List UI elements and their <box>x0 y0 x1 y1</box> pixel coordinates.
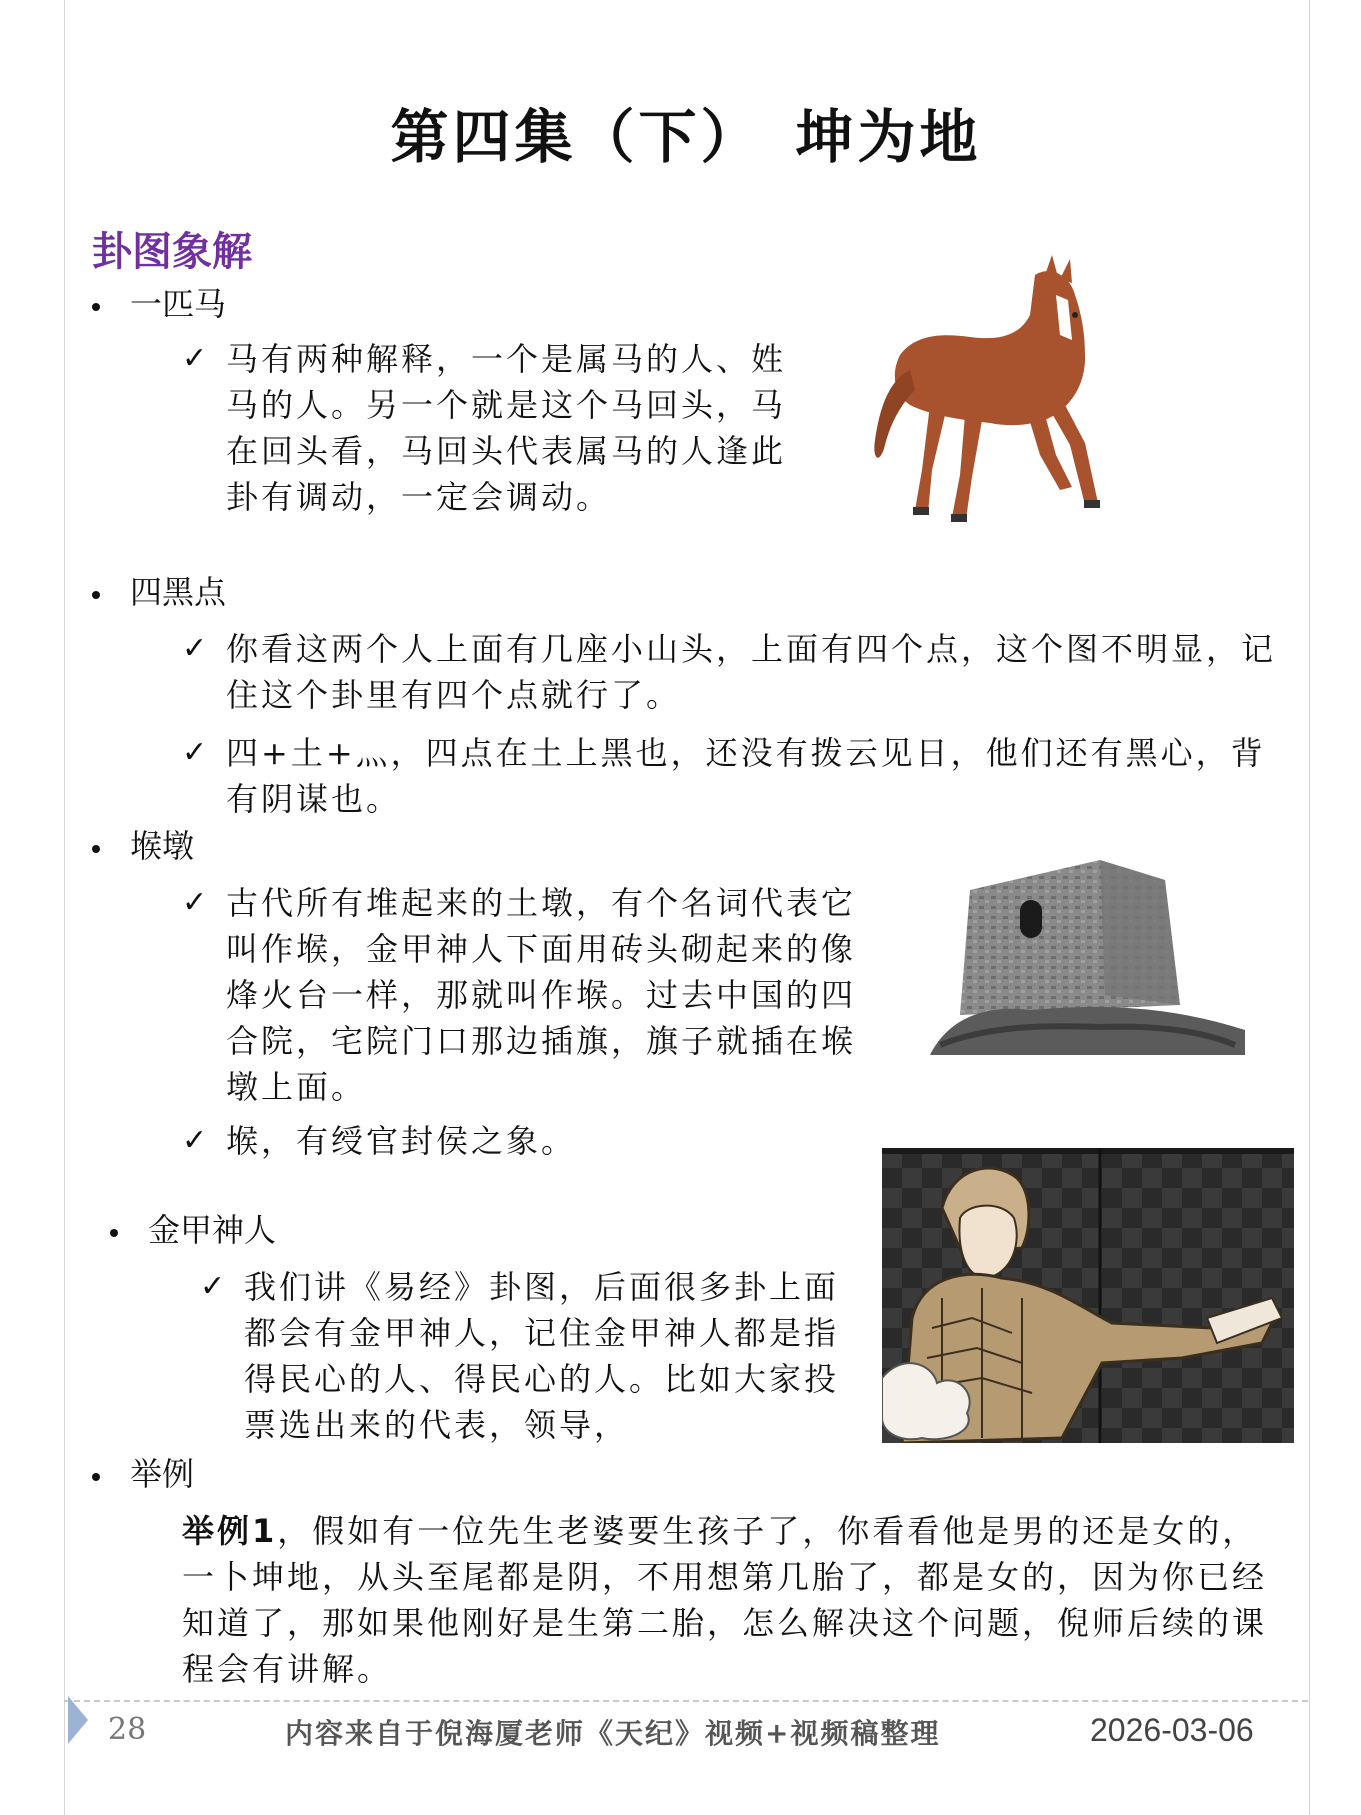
check-mark-icon: ✓ <box>200 1269 229 1304</box>
point-watchtower-1 <box>182 880 886 1110</box>
page-title: 第四集（下） 坤为地 <box>390 103 982 171</box>
bullet-example <box>92 1454 194 1494</box>
footer-divider <box>64 1700 1308 1702</box>
footer-arrow-icon <box>66 1690 90 1750</box>
bullet-label: 一匹马 <box>130 285 227 323</box>
golden-armor-warrior-image <box>882 1148 1294 1443</box>
point-golden-armor <box>200 1264 844 1448</box>
section-title: 卦图象解 <box>92 229 252 275</box>
watchtower-image <box>930 855 1245 1055</box>
point-text: 古代所有堆起来的土墩，有个名词代表它叫作堠，金甲神人下面用砖头砌起来的像烽火台一样，那就叫作堠。过去中国的四合院，宅院门口那边插旗，旗子就插在堠墩上面。 <box>226 884 857 1106</box>
footer-date: 2026-03-06 <box>1090 1712 1254 1748</box>
bullet-label: 金甲神人 <box>148 1211 277 1249</box>
point-text: 堠，有绶官封侯之象。 <box>226 1122 577 1160</box>
page-number: 28 <box>108 1712 147 1747</box>
example-text: ，假如有一位先生老婆要生孩子了，你看看他是男的还是女的，一卜坤地，从头至尾都是阴，不用想第几胎了，都是女的，因为你已经知道了，那如果他刚好是生第二胎，怎么解决这个问题，倪师后续的课程会有讲解。 <box>182 1512 1268 1688</box>
point-horse <box>182 336 787 520</box>
bullet-dot <box>92 591 100 599</box>
bullet-dot <box>92 845 100 853</box>
example-label: 举例1 <box>182 1512 278 1550</box>
point-four-dots-1 <box>182 626 1277 718</box>
point-watchtower-2 <box>182 1118 886 1164</box>
point-text: 马有两种解释，一个是属马的人、姓马的人。另一个就是这个马回头，马在回头看，马回头代表属马的人逢此卦有调动，一定会调动。 <box>226 340 787 516</box>
check-mark-icon: ✓ <box>182 631 211 666</box>
point-four-dots-2 <box>182 730 1276 822</box>
bullet-watchtower <box>92 826 194 866</box>
bullet-label: 四黑点 <box>130 573 227 611</box>
point-text: 你看这两个人上面有几座小山头，上面有四个点，这个图不明显，记住这个卦里有四个点就行了。 <box>226 630 1277 714</box>
check-mark-icon: ✓ <box>182 341 211 376</box>
footer-source: 内容来自于倪海厦老师《天纪》视频+视频稿整理 <box>285 1717 941 1750</box>
bullet-dot <box>92 1473 100 1481</box>
bullet-horse <box>92 284 226 324</box>
point-text: 我们讲《易经》卦图，后面很多卦上面都会有金甲神人，记住金甲神人都是指得民心的人、得民心的人。比如大家投票选出来的代表，领导， <box>244 1268 840 1444</box>
check-mark-icon: ✓ <box>182 1123 211 1158</box>
check-mark-icon: ✓ <box>182 885 211 920</box>
bullet-dot <box>92 303 100 311</box>
check-mark-icon: ✓ <box>182 735 211 770</box>
horse-image <box>860 255 1130 540</box>
bullet-label: 举例 <box>130 1455 195 1493</box>
bullet-golden-armor <box>110 1210 276 1250</box>
example-paragraph <box>182 1508 1292 1692</box>
bullet-label: 堠墩 <box>130 827 195 865</box>
bullet-dot <box>110 1229 118 1237</box>
bullet-four-dots <box>92 572 226 612</box>
point-text: 四+土+灬，四点在土上黑也，还没有拨云见日，他们还有黑心，背有阴谋也。 <box>226 734 1266 818</box>
